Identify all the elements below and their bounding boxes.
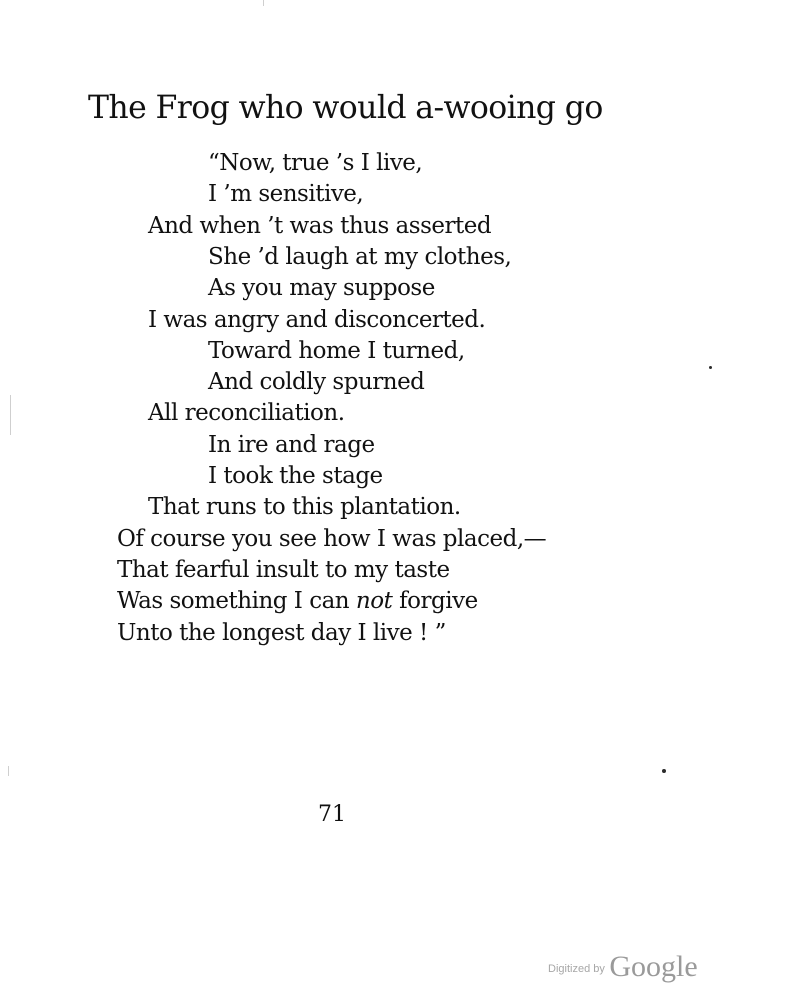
poem-line: As you may suppose [208, 275, 435, 301]
poem-line: And coldly spurned [208, 369, 425, 395]
poem-line: She ’d laugh at my clothes, [208, 244, 512, 270]
poem-line: That runs to this plantation. [148, 494, 461, 520]
watermark-brand: Google [609, 950, 698, 983]
poem-line: That fearful insult to my taste [117, 557, 450, 583]
poem-line: I was angry and disconcerted. [148, 307, 486, 333]
poem-line: All reconciliation. [148, 400, 345, 426]
watermark-prefix: Digitized by [548, 963, 605, 975]
poem-line: Was something I can not forgive [117, 588, 478, 614]
poem-line: Of course you see how I was placed,— [117, 526, 547, 552]
scan-speck [662, 769, 666, 773]
poem-line: And when ’t was thus asserted [148, 213, 492, 239]
page-number: 71 [318, 802, 346, 827]
scan-edge-mark [263, 0, 264, 6]
scan-edge-mark [8, 766, 9, 776]
digitized-by-google-watermark [548, 950, 698, 984]
poem-title: The Frog who would a-wooing go [88, 90, 603, 126]
poem-line: Unto the longest day I live ! ” [117, 620, 446, 646]
poem-line: I ’m sensitive, [208, 181, 364, 207]
scan-speck [709, 366, 712, 369]
poem-line: “Now, true ’s I live, [208, 150, 423, 176]
poem-line: Toward home I turned, [208, 338, 465, 364]
scan-edge-mark [10, 395, 11, 435]
poem-line: I took the stage [208, 463, 383, 489]
poem-line: In ire and rage [208, 432, 375, 458]
